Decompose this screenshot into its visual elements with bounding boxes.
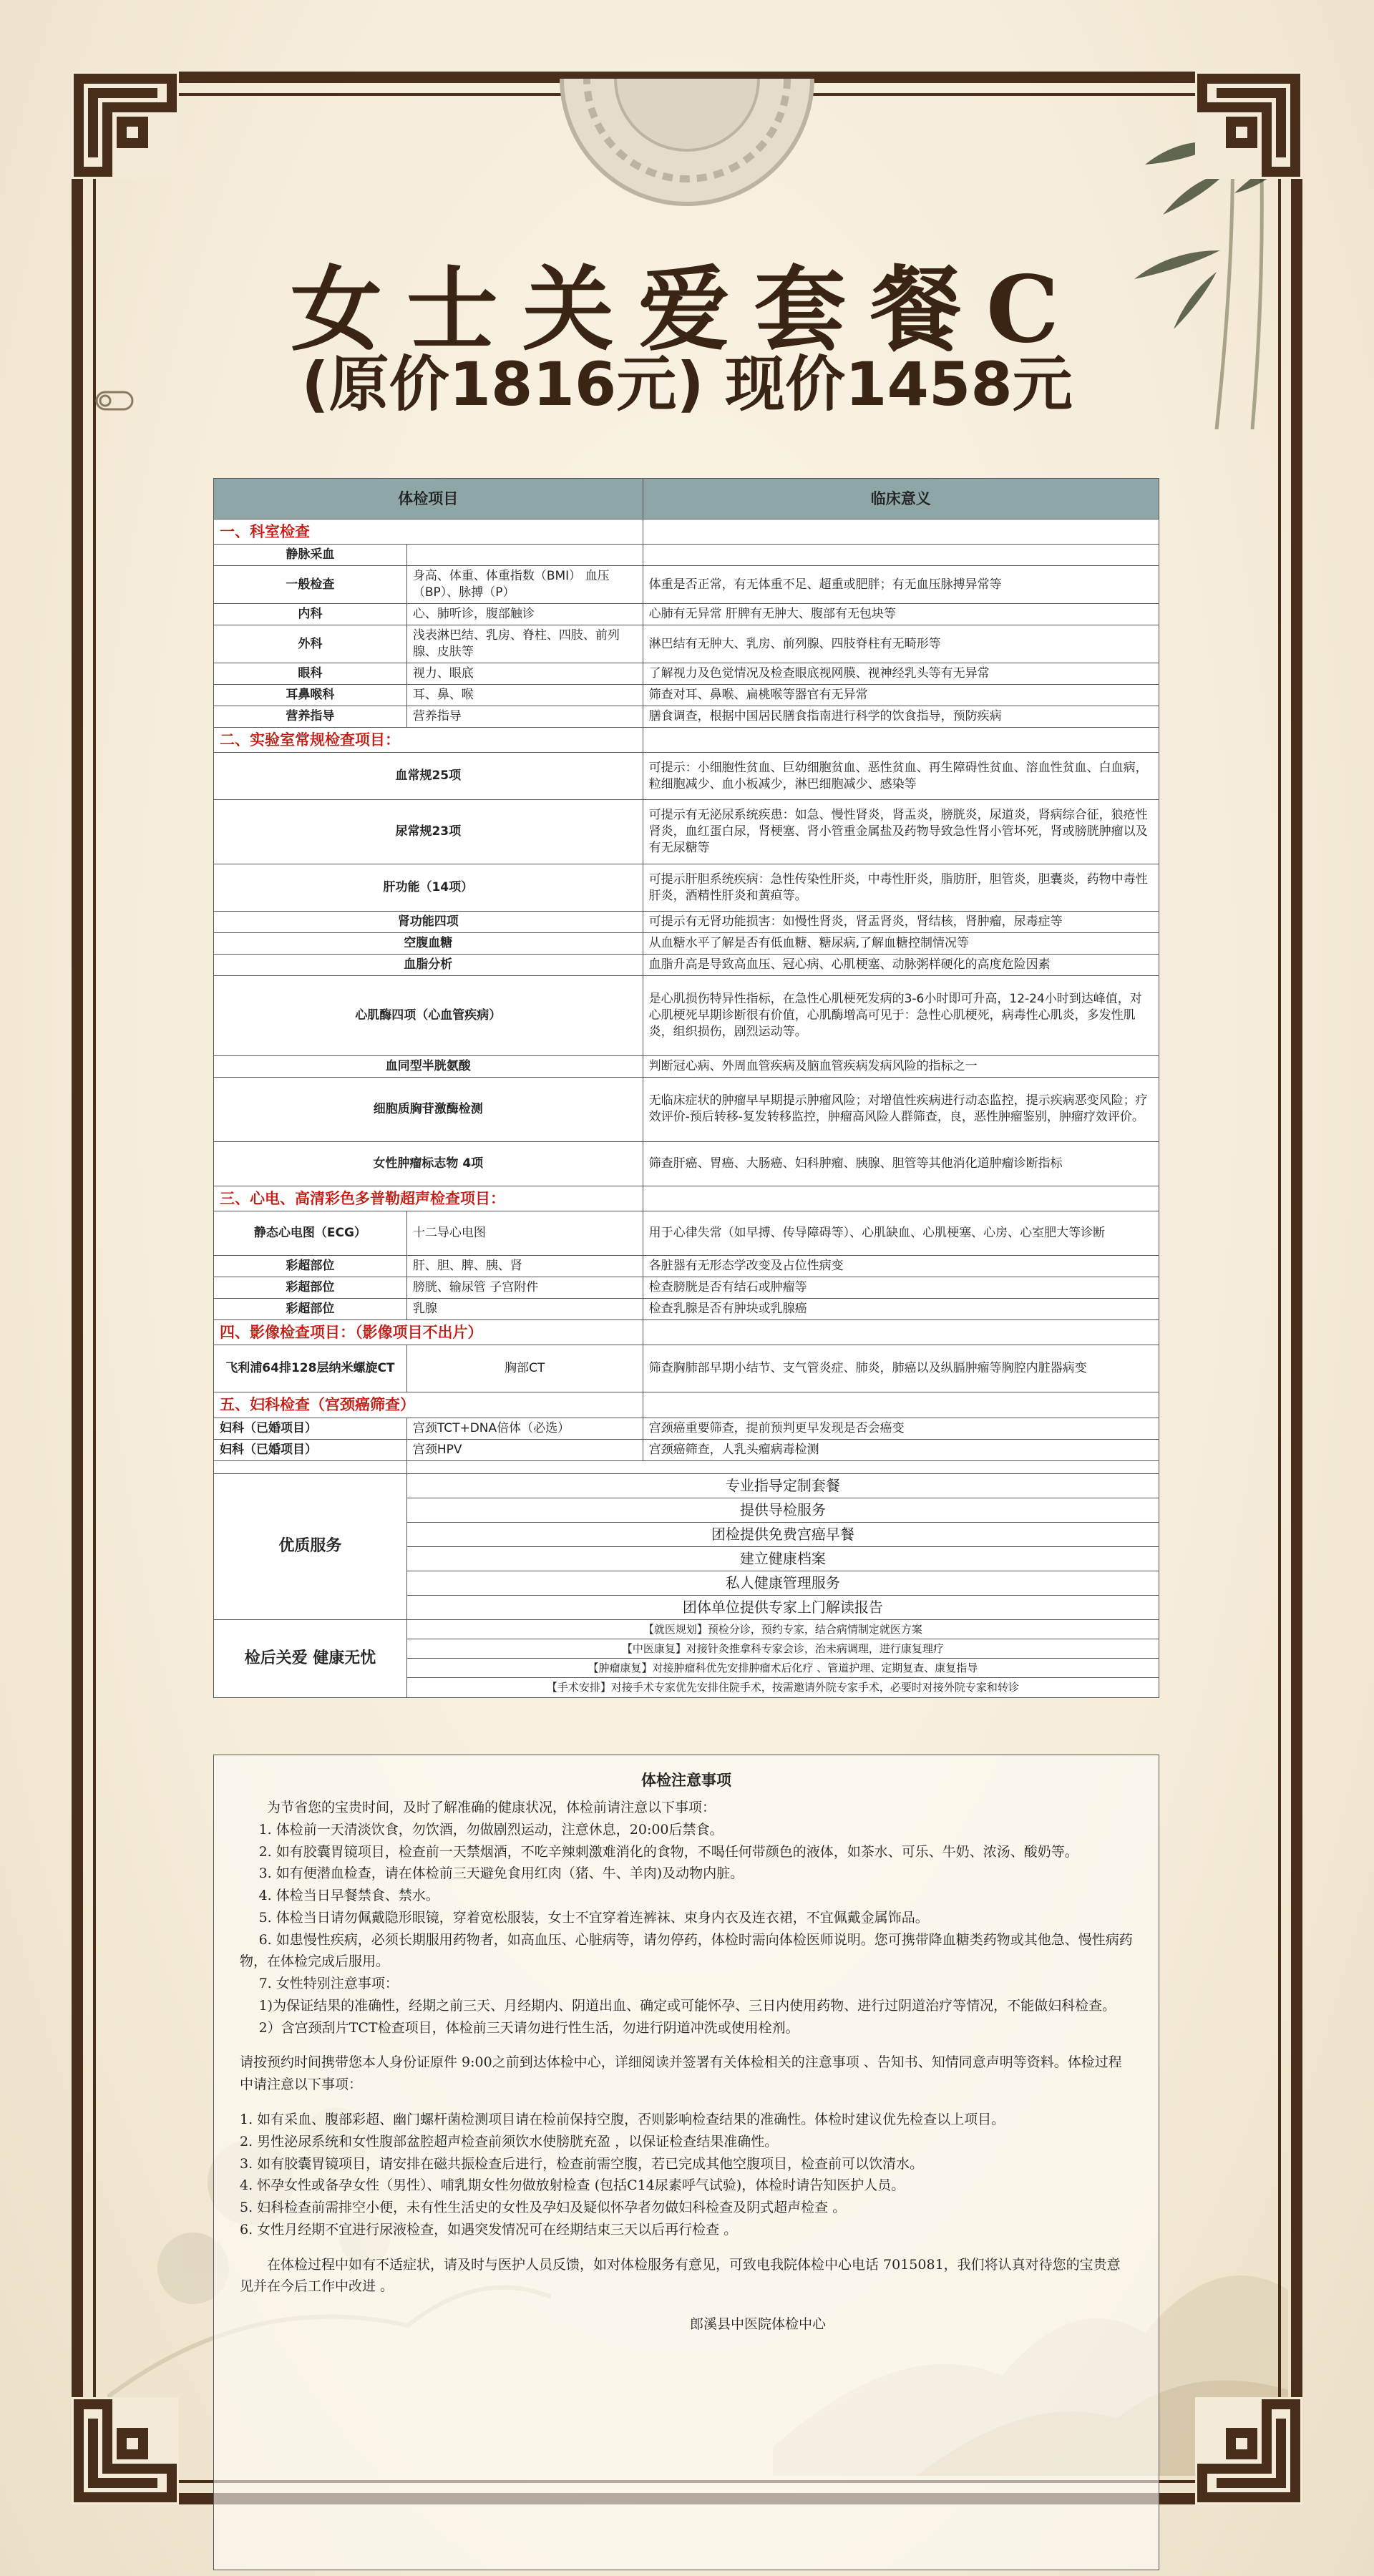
- notes-panel: [213, 1755, 1159, 2570]
- header-exam-item: 体检项目: [214, 479, 643, 519]
- medallion-ornament-icon: [544, 79, 830, 208]
- section-row: 二、实验室常规检查项目：: [214, 727, 1159, 752]
- aftercare-row: 【中医康复】对接针灸推拿科专家会诊，治未病调理，进行康复理疗: [214, 1639, 1159, 1658]
- notes-title: 体检注意事项: [641, 1772, 731, 1789]
- corner-ornament-icon: [1195, 2397, 1302, 2504]
- service-row: 团体单位提供专家上门解读报告: [214, 1595, 1159, 1619]
- service-row: 团检提供免费宫癌早餐: [214, 1522, 1159, 1546]
- table-row: 空腹血糖 从血糖水平了解是否有低血糖、糖尿病,了解血糖控制情况等: [214, 933, 1159, 955]
- price-subtitle: (原价1816元) 现价1458元: [301, 349, 1073, 419]
- section-row: 四、影像检查项目：（影像项目不出片）: [214, 1320, 1159, 1345]
- corner-ornament-icon: [72, 2397, 179, 2504]
- aftercare-row: 检后关爱 健康无忧 【就医规划】预检分诊，预约专家，结合病情制定就医方案: [214, 1619, 1159, 1639]
- table-row: 妇科（已婚项目） 宫颈TCT+DNA倍体（必选） 宫颈癌重要筛查，提前预判更早发现是否会癌变: [214, 1418, 1159, 1439]
- table-row: 耳鼻喉科 耳、鼻、喉 筛查对耳、鼻喉、扁桃喉等器官有无异常: [214, 684, 1159, 706]
- notes-list-item: 1. 如有采血、腹部彩超、幽门螺杆菌检测项目请在检前保持空腹，否则影响检查结果的准确性。体检时建议优先检查以上项目。: [240, 2111, 1005, 2127]
- aftercare-row: 【肿瘤康复】对接肿瘤科优先安排肿瘤术后化疗 、管道护理、定期复查、康复指导: [214, 1659, 1159, 1678]
- notes-list-item: 5. 妇科检查前需排空小便，未有性生活史的女性及孕妇及疑似怀孕者勿做妇科检查及阴式超声检查 。: [240, 2200, 847, 2216]
- notes-list-item: 3. 如有胶囊胃镜项目，请安排在磁共振检查后进行，检查前需空腹，若已完成其他空腹项目，检查前可以饮清水。: [240, 2155, 924, 2172]
- table-row: 肝功能（14项） 可提示肝胆系统疾病：急性传染性肝炎，中毒性肝炎，脂肪肝，胆管炎，胆囊炎，药物中毒性肝炎，酒精性肝炎和黄疸等。: [214, 864, 1159, 912]
- aftercare-row: 【手术安排】对接手术专家优先安排住院手术，按需邀请外院专家手术，必要时对接外院专家和转诊: [214, 1678, 1159, 1697]
- notes-list-item: 3. 如有便潜血检查，请在体检前三天避免食用红肉（猪、牛、羊肉)及动物内脏。: [258, 1865, 744, 1882]
- corner-ornament-icon: [72, 72, 179, 179]
- notes-list-item: 5. 体检当日请勿佩戴隐形眼镜，穿着宽松服装，女士不宜穿着连裤袜、束身内衣及连衣裙，不宜佩戴金属饰品。: [258, 1909, 929, 1926]
- corner-ornament-icon: [1195, 72, 1302, 179]
- table-row: 彩超部位 乳腺 检查乳腺是否有肿块或乳腺癌: [214, 1299, 1159, 1320]
- notes-list-item: 7. 女性特别注意事项：: [258, 1976, 399, 1992]
- notes-list-item: 6. 女性月经期不宜进行尿液检查，如遇突发情况可在经期结束三天以后再行检查 。: [240, 2221, 738, 2238]
- table-row: 女性肿瘤标志物 4项 筛查肝癌、胃癌、大肠癌、妇科肿瘤、胰腺、胆管等其他消化道肿瘤诊断指标: [214, 1141, 1159, 1186]
- notes-intro: 为节省您的宝贵时间，及时了解准确的健康状况，体检前请注意以下事项：: [267, 1800, 716, 1816]
- notes-list-item: 2. 男性泌尿系统和女性腹部盆腔超声检查前须饮水使膀胱充盈 ，以保证检查结果准确性。: [240, 2133, 779, 2150]
- table-row: 眼科 视力、眼底 了解视力及色觉情况及检查眼底视网膜、视神经乳头等有无异常: [214, 663, 1159, 684]
- service-row: 建立健康档案: [214, 1546, 1159, 1571]
- notes-list-during: [240, 2109, 1133, 2241]
- section-row: 一、科室检查: [214, 519, 1159, 545]
- table-row: 血脂分析 血脂升高是导致高血压、冠心病、心肌梗塞、动脉粥样硬化的高度危险因素: [214, 955, 1159, 976]
- notes-list-item: 2）含宫颈刮片TCT检查项目，体检前三天请勿进行性生活，勿进行阴道冲洗或使用栓剂。: [258, 2019, 799, 2036]
- notes-list-before: [240, 1819, 1133, 2039]
- table-row: 静态心电图（ECG） 十二导心电图 用于心律失常（如早搏、传导障碍等）、心肌缺血、心肌梗塞、心房、心室肥大等诊断: [214, 1211, 1159, 1256]
- table-row: 血同型半胱氨酸 判断冠心病、外周血管疾病及脑血管疾病发病风险的指标之一: [214, 1055, 1159, 1077]
- notes-list-item: 4. 体检当日早餐禁食、禁水。: [258, 1888, 439, 1904]
- table-row: 一般检查 身高、体重、体重指数（BMI） 血压（BP）、脉搏（P） 体重是否正常，有无体重不足、超重或肥胖；有无血压脉搏异常等: [214, 566, 1159, 604]
- table-row: 心肌酶四项（心血管疾病） 是心肌损伤特异性指标，在急性心肌梗死发病的3-6小时即可升高，12-24小时到达峰值，对心肌梗死早期诊断很有价值，心肌酶增高可见于：急性心肌梗死，病毒性心肌炎，多发性肌炎，组织损伤，剧烈运动等。: [214, 975, 1159, 1055]
- notes-paragraph: 请按预约时间携带您本人身份证原件 9:00之前到达体检中心，详细阅读并签署有关体检相关的注意事项 、告知书、知情同意声明等资料。体检过程中请注意以下事项：: [240, 2054, 1122, 2093]
- exam-items-table: [213, 478, 1159, 1698]
- table-row: 飞利浦64排128层纳米螺旋CT 胸部CT 筛查胸肺部早期小结节、支气管炎症、肺炎，肺癌以及纵膈肿瘤等胸腔内脏器病变: [214, 1345, 1159, 1392]
- table-row: 肾功能四项 可提示有无肾功能损害：如慢性肾炎，肾盂肾炎，肾结核，肾肿瘤，尿毒症等: [214, 912, 1159, 933]
- notes-list-item: 6. 如患慢性疾病，必须长期服用药物者，如高血压、心脏病等，请勿停药，体检时需向体检医师说明。您可携带降血糖类药物或其他急、慢性病药物，在体检完成后服用。: [240, 1931, 1133, 1970]
- table-row: 营养指导 营养指导 膳食调查，根据中国居民膳食指南进行科学的饮食指导，预防疾病: [214, 706, 1159, 727]
- notes-list-item: 2. 如有胶囊胃镜项目，检查前一天禁烟酒，不吃辛辣刺激难消化的食物，不喝任何带颜色的液体，如茶水、可乐、牛奶、浓汤、酸奶等。: [258, 1843, 1078, 1860]
- signature: 郎溪县中医院体检中心: [689, 2316, 826, 2333]
- notes-list-item: 1. 体检前一天清淡饮食，勿饮酒，勿做剧烈运动，注意休息，20:00后禁食。: [258, 1821, 723, 1838]
- header-clinical-meaning: 临床意义: [643, 479, 1159, 519]
- spacer-row: [214, 1460, 1159, 1473]
- table-row: 细胞质胸苷激酶检测 无临床症状的肿瘤早早期提示肿瘤风险；对增值性疾病进行动态监控，提示疾病恶变风险；疗效评价-预后转移-复发转移监控，肿瘤高风险人群筛查，良，恶性肿瘤鉴别，肿瘤疗效评价。: [214, 1077, 1159, 1141]
- page-title: 女士关爱套餐C: [291, 256, 1083, 364]
- notes-feedback: 在体检过程中如有不适症状，请及时与医护人员反馈，如对体检服务有意见，可致电我院体检中心电话 7015081，我们将认真对待您的宝贵意见并在今后工作中改进 。: [240, 2256, 1121, 2295]
- section-row: 三、心电、高清彩色多普勒超声检查项目：: [214, 1186, 1159, 1211]
- table-row: 尿常规23项 可提示有无泌尿系统疾患：如急、慢性肾炎，肾盂炎，膀胱炎，尿道炎，肾病综合征，狼疮性肾炎，血红蛋白尿，肾梗塞、肾小管重金属盐及药物导致急性肾小管坏死，肾或膀胱肿瘤以及有无尿糖等: [214, 800, 1159, 864]
- notes-list-item: 4. 怀孕女性或备孕女性（男性）、哺乳期女性勿做放射检查 (包括C14尿素呼气试验)，体检时请告知医护人员。: [240, 2177, 905, 2194]
- table-row: 内科 心、肺听诊，腹部触诊 心肺有无异常 肝脾有无肿大、腹部有无包块等: [214, 604, 1159, 625]
- table-row: 静脉采血: [214, 545, 1159, 566]
- table-row: 彩超部位 膀胱、输尿管 子宫附件 检查膀胱是否有结石或肿瘤等: [214, 1277, 1159, 1299]
- table-header-row: [214, 479, 1159, 519]
- table-row: 彩超部位 肝、胆、脾、胰、肾 各脏器有无形态学改变及占位性病变: [214, 1256, 1159, 1277]
- notes-list-item: 1)为保证结果的准确性，经期之前三天、月经期内、阴道出血、确定或可能怀孕、三日内使用药物、进行过阴道治疗等情况，不能做妇科检查。: [258, 1997, 1116, 2014]
- table-row: 血常规25项 可提示：小细胞性贫血、巨幼细胞贫血、恶性贫血、再生障碍性贫血、溶血性贫血、白血病，粒细胞减少、血小板减少，淋巴细胞减少、感染等: [214, 753, 1159, 800]
- service-row: 优质服务 专业指导定制套餐: [214, 1473, 1159, 1498]
- service-row: 私人健康管理服务: [214, 1571, 1159, 1595]
- table-row: 外科 浅表淋巴结、乳房、脊柱、四肢、前列腺、皮肤等 淋巴结有无肿大、乳房、前列腺、四肢脊柱有无畸形等: [214, 625, 1159, 663]
- service-row: 提供导检服务: [214, 1498, 1159, 1522]
- table-row: 妇科（已婚项目） 宫颈HPV 宫颈癌筛查，人乳头瘤病毒检测: [214, 1439, 1159, 1460]
- section-row: 五、妇科检查（宫颈癌筛查）: [214, 1392, 1159, 1418]
